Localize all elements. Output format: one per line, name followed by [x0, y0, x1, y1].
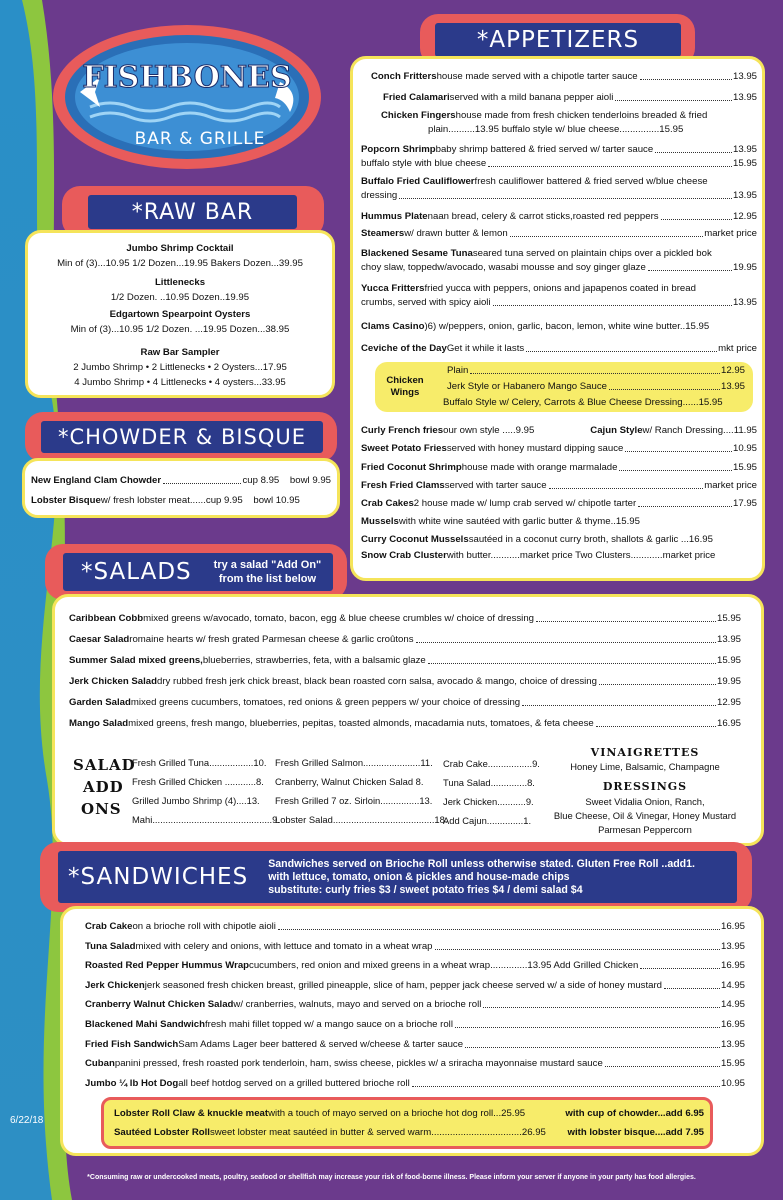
raw-shrimp-prices: Min of (3)...10.95 1/2 Dozen...19.95 Bakers Dozen...39.95 [57, 258, 303, 269]
addon-title-1: SALAD [73, 756, 136, 774]
sweet-potato-price: 10.95 [732, 443, 757, 454]
crab-cakes-name: Crab Cakes [361, 498, 414, 509]
addon-cranberry-chicken: Cranberry, Walnut Chicken Salad 8. [275, 776, 424, 787]
snow-crab-name: Snow Crab Cluster [361, 550, 447, 561]
salad-desc: mixed greens w/avocado, tomato, bacon, egg & blue cheese crumbles w/ choice of dressing [143, 613, 534, 624]
tuna-desc: seared tuna served on plaintain chips over a pickled bok [472, 248, 712, 259]
sandwich-row [85, 1058, 745, 1070]
sandwich-name: Jumbo ¼ lb Hot Dog [85, 1077, 179, 1089]
addon-tuna-salad: Tuna Salad..............8. [443, 777, 535, 788]
sweet-potato-name: Sweet Potato Fries [361, 443, 447, 454]
coconut-shrimp-desc: house made with orange marmalade [461, 462, 618, 473]
menu-date: 6/22/18 [10, 1115, 44, 1126]
lobster-roll-name: Lobster Roll Claw & knuckle meat [114, 1108, 269, 1119]
salad-row [69, 655, 741, 667]
curry-mussels-name: Curry Coconut Mussels [361, 534, 469, 545]
salad-price: 13.95 [716, 634, 741, 645]
vinaigrettes-title: VINAIGRETTES [590, 746, 700, 759]
sandwich-desc: fresh mahi fillet topped w/ a mango sauce on a brioche roll [204, 1019, 453, 1030]
wings-box [375, 362, 753, 412]
sandwich-desc: jerk seasoned fresh chicken breast, grilled pineapple, slice of ham, pepper jack cheese served w/ a side of honey mustard [144, 979, 663, 991]
mussels-desc: with white wine sautéed with garlic butter & thyme..15.95 [398, 516, 640, 527]
mussels-name: Mussels [361, 516, 399, 527]
tuna-price: 19.95 [732, 262, 757, 273]
salad-name: Garden Salad [69, 697, 131, 708]
wings-jerk: Jerk Style or Habanero Mango Sauce [447, 381, 607, 392]
crab-cakes-desc: 2 house made w/ lump crab served w/ chipotle tarter [413, 498, 637, 509]
raw-bar-title: *RAW BAR [85, 192, 300, 232]
sandwich-price: 15.95 [720, 1058, 745, 1070]
sandwich-desc: panini pressed, fresh roasted pork tenderloin, ham, swiss cheese, pickles w/ a sriracha mayonnaise mustard sauce [114, 1058, 603, 1070]
salad-price: 16.95 [716, 718, 741, 729]
conch-fritters-price: 13.95 [732, 71, 757, 82]
chowder-lob-bowl: bowl 10.95 [253, 495, 300, 506]
sandwich-desc: Sam Adams Lager beer battered & served w/cheese & tarter sauce [178, 1038, 464, 1050]
salad-price: 15.95 [716, 655, 741, 666]
cajun-name: Cajun Style [590, 425, 643, 436]
sandwich-name: Roasted Red Pepper Hummus Wrap [85, 960, 250, 972]
salad-name: Jerk Chicken Salad [69, 676, 157, 687]
appetizers-title: *APPETIZERS [432, 20, 684, 60]
tuna-desc-2: choy slaw, toppedw/avocado, wasabi mousse and soy ginger glaze [361, 262, 646, 273]
sandwich-desc: all beef hotdog served on a grilled buttered brioche roll [178, 1077, 410, 1089]
sandwiches-note-2: with lettuce, tomato, onion & pickles and house-made chips [268, 870, 570, 883]
raw-sampler-1: 2 Jumbo Shrimp • 2 Littlenecks • 2 Oysters...17.95 [73, 362, 287, 373]
sandwiches-note [268, 858, 695, 897]
hummus-name: Hummus Plate [361, 211, 428, 222]
raw-sampler-title: Raw Bar Sampler [140, 347, 220, 358]
salad-desc: mixed greens cucumbers, tomatoes, red onions & green peppers w/ your choice of dressing [130, 697, 521, 708]
fried-clams-price: market price [704, 480, 757, 491]
addon-title-3: ONS [81, 800, 122, 818]
salad-price: 15.95 [716, 613, 741, 624]
cauliflower-desc-2: dressing [361, 190, 398, 201]
salad-name: Mango Salad [69, 718, 129, 729]
addon-shrimp: Grilled Jumbo Shrimp (4)....13. [132, 795, 260, 806]
sandwich-price: 16.95 [720, 960, 745, 972]
addon-tuna: Fresh Grilled Tuna.................10. [132, 757, 267, 768]
salad-price: 19.95 [716, 676, 741, 687]
chowder-nec-cup: cup 8.95 [242, 475, 280, 486]
vinaigrettes-list: Honey Lime, Balsamic, Champagne [570, 761, 720, 772]
raw-bar-panel [25, 230, 335, 398]
salad-desc: dry rubbed fresh jerk chick breast, black bean roasted corn salsa, avocado & mango, choice of dressing [157, 676, 597, 687]
wings-plain: Plain [447, 365, 469, 376]
sandwiches-title: *SANDWICHES [68, 864, 249, 890]
sweet-potato-desc: served with honey mustard dipping sauce [446, 443, 624, 454]
chowder-lob-desc: w/ fresh lobster meat...... [100, 495, 206, 506]
sandwich-name: Cuban [85, 1058, 115, 1070]
lobster-roll-chowder: with cup of chowder...add 6.95 [565, 1108, 704, 1119]
chowder-lob-cup: cup 9.95 [205, 495, 243, 506]
raw-sampler-2: 4 Jumbo Shrimp • 4 Littlenecks • 4 oysters...33.95 [74, 377, 286, 388]
popcorn-desc: baby shrimp battered & fried served w/ tarter sauce [435, 144, 654, 155]
salad-name: Caesar Salad [69, 634, 130, 645]
raw-oysters-title: Edgartown Spearpoint Oysters [109, 309, 251, 320]
steamers-name: Steamers [361, 228, 405, 239]
fingers-prices: plain..........13.95 buffalo style w/ blue cheese...............15.95 [428, 124, 684, 135]
addon-chicken: Fresh Grilled Chicken ............8. [132, 776, 264, 787]
sandwich-name: Crab Cake [85, 921, 133, 932]
coconut-shrimp-price: 15.95 [732, 462, 757, 473]
hummus-desc: naan bread, celery & carrot sticks,roasted red peppers [427, 211, 659, 222]
sandwich-name: Jerk Chicken [85, 979, 145, 991]
sandwich-name: Blackened Mahi Sandwich [85, 1019, 205, 1030]
salad-row [69, 613, 741, 625]
sandwich-price: 16.95 [720, 921, 745, 932]
sandwich-price: 16.95 [720, 1019, 745, 1030]
coconut-shrimp-name: Fried Coconut Shrimp [361, 462, 462, 473]
sandwich-row [85, 960, 745, 972]
fried-clams-desc: served with tarter sauce [444, 480, 547, 491]
curry-mussels-desc: sautéed in a coconut curry broth, shallots & garlic ...16.95 [468, 534, 713, 545]
salads-note [214, 558, 322, 586]
conch-fritters-desc: house made served with a chipotle tarter sauce [436, 71, 638, 82]
conch-fritters-name: Conch Fritters [371, 71, 437, 82]
logo-text: FISHBONES [82, 60, 292, 95]
lobster-roll-box [101, 1097, 713, 1149]
sandwich-row [85, 999, 745, 1011]
chowder-nec-bowl: bowl 9.95 [289, 475, 331, 486]
salads-title: *SALADS [81, 559, 192, 585]
dressings-2: Blue Cheese, Oil & Vinegar, Honey Mustard [553, 810, 737, 821]
sandwich-desc: mixed with celery and onions, with lettuce and tomato in a wheat wrap [135, 940, 433, 952]
ceviche-desc: Get it while it lasts [446, 343, 525, 354]
wings-plain-price: 12.95 [720, 365, 745, 376]
sandwich-row [85, 980, 745, 992]
salads-note-2: from the list below [218, 573, 317, 585]
lobster-roll-desc: with a touch of mayo served on a brioche hot dog roll...25.95 [268, 1108, 526, 1119]
salad-price: 12.95 [716, 697, 741, 708]
steamers-price: market price [704, 228, 757, 239]
appetizers-panel [350, 56, 765, 581]
wings-buffalo: Buffalo Style w/ Celery, Carrots & Blue Cheese Dressing......15.95 [443, 397, 723, 408]
addon-jerk-chicken: Jerk Chicken...........9. [443, 796, 534, 807]
addon-title-2: ADD [83, 778, 124, 796]
salad-name: Summer Salad mixed greens, [69, 655, 203, 666]
chowder-title: *CHOWDER & BISQUE [38, 418, 326, 456]
fingers-name: Chicken Fingers [381, 110, 456, 121]
addon-lobster-salad: Lobster Salad.......................................18. [275, 814, 448, 825]
curly-fries-name: Curly French fries [361, 425, 444, 436]
steamers-desc: w/ drawn butter & lemon [404, 228, 508, 239]
logo-subtext: BAR & GRILLE [134, 129, 266, 149]
sandwich-row [85, 921, 745, 933]
sandwich-name: Fried Fish Sandwich [85, 1038, 179, 1050]
casino-name: Clams Casino [361, 321, 425, 332]
sandwich-price: 14.95 [720, 979, 745, 991]
sandwiches-note-3: substitute: curly fries $3 / sweet potato fries $4 / demi salad $4 [268, 883, 583, 896]
sandwich-name: Tuna Salad [85, 940, 136, 952]
sandwich-desc: on a brioche roll with chipotle aioli [132, 921, 276, 932]
sandwiches-panel [60, 906, 764, 1156]
sandwich-price: 13.95 [720, 940, 745, 952]
salads-note-1: try a salad "Add On" [213, 559, 322, 571]
dressings-3: Parmesan Peppercorn [598, 824, 692, 835]
yucca-price: 13.95 [732, 297, 757, 308]
popcorn-buffalo-price: 15.95 [732, 158, 757, 169]
chowder-nec-name: New England Clam Chowder [31, 475, 162, 486]
sandwich-price: 13.95 [720, 1038, 745, 1050]
sandwich-row [85, 941, 745, 953]
popcorn-price: 13.95 [732, 144, 757, 155]
crab-cakes-price: 17.95 [732, 498, 757, 509]
sandwiches-note-1: Sandwiches served on Brioche Roll unless otherwise stated. Gluten Free Roll ..add1. [268, 857, 695, 870]
dressings-1: Sweet Vidalia Onion, Ranch, [585, 796, 705, 807]
tuna-name: Blackened Sesame Tuna [361, 248, 473, 259]
raw-littlenecks-prices: 1/2 Dozen. ..10.95 Dozen..19.95 [110, 292, 250, 303]
cajun-desc: w/ Ranch Dressing....11.95 [642, 425, 757, 436]
snow-crab-desc: with butter...........market price Two Clusters............market price [446, 550, 716, 561]
salad-desc: romaine hearts w/ fresh grated Parmesan cheese & garlic croûtons [129, 634, 414, 645]
chowder-panel [22, 458, 340, 518]
raw-shrimp-title: Jumbo Shrimp Cocktail [126, 243, 234, 254]
calamari-desc: served with a mild banana pepper aioli [449, 92, 614, 103]
sandwich-row [85, 1019, 745, 1031]
fried-clams-name: Fresh Fried Clams [361, 480, 445, 491]
sandwich-row [85, 1078, 745, 1090]
addon-mahi: Mahi..............................................9. [132, 814, 280, 825]
sandwich-name: Cranberry Walnut Chicken Salad [85, 999, 234, 1011]
sauteed-lobster-bisque: with lobster bisque....add 7.95 [567, 1127, 704, 1138]
salad-desc: blueberries, strawberries, feta, with a balsamic glaze [202, 655, 426, 666]
ceviche-name: Ceviche of the Day [361, 343, 447, 354]
addon-sirloin: Fresh Grilled 7 oz. Sirloin...............13. [275, 795, 433, 806]
raw-littlenecks-title: Littlenecks [154, 277, 206, 288]
sandwich-desc: w/ cranberries, walnuts, mayo and served on a brioche roll [233, 999, 482, 1011]
sandwich-desc: cucumbers, red onion and mixed greens in a wheat wrap..............13.95 Add Grilled Chicken [249, 960, 639, 972]
sauteed-lobster-desc: sweet lobster meat sautéed in butter & served warm..................................26.95 [209, 1127, 546, 1138]
cauliflower-desc: fresh cauliflower battered & fried served w/blue cheese [474, 176, 708, 187]
salad-row [69, 676, 741, 688]
salad-desc: mixed greens, fresh mango, blueberries, pepitas, toasted almonds, macadamia nuts, tomatoes, & feta cheese [128, 718, 594, 729]
hummus-price: 12.95 [732, 211, 757, 222]
chowder-lob-name: Lobster Bisque [31, 495, 101, 506]
salad-name: Caribbean Cobb [69, 613, 144, 624]
salad-row [69, 634, 741, 646]
sandwiches-banner [55, 848, 740, 906]
raw-oysters-prices: Min of (3)...10.95 1/2 Dozen. ...19.95 Dozen...38.95 [70, 324, 290, 335]
sandwich-row [85, 1039, 745, 1051]
yucca-desc-2: crumbs, served with spicy aioli [361, 297, 491, 308]
curly-fries-desc: our own style .....9.95 [443, 425, 535, 436]
salads-panel [52, 594, 764, 846]
addon-crab-cake: Crab Cake.................9. [443, 758, 540, 769]
yucca-name: Yucca Fritters [361, 283, 425, 294]
cauliflower-name: Buffalo Fried Cauliflower [361, 176, 475, 187]
yucca-desc: fried yucca with peppers, onions and japapenos coated in bread [424, 283, 696, 294]
addon-salmon: Fresh Grilled Salmon......................11. [275, 757, 433, 768]
cauliflower-price: 13.95 [732, 190, 757, 201]
casino-desc: )6) w/peppers, onion, garlic, bacon, lemon, white wine butter..15.95 [424, 321, 710, 332]
dressings-title: DRESSINGS [602, 780, 688, 793]
ceviche-price: mkt price [718, 343, 757, 354]
salads-banner [60, 550, 336, 594]
sandwich-price: 14.95 [720, 999, 745, 1011]
sandwich-price: 10.95 [720, 1077, 745, 1089]
calamari-price: 13.95 [732, 92, 757, 103]
wings-label: Chicken Wings [386, 375, 424, 398]
wings-jerk-price: 13.95 [720, 381, 745, 392]
calamari-name: Fried Calamari [383, 92, 450, 103]
allergy-footer: *Consuming raw or undercooked meats, poultry, seafood or shellfish may increase your risk of food-borne illness. Please inform your server if anyone in your party has food allergies. [87, 1174, 696, 1181]
salad-row [69, 718, 741, 730]
sauteed-lobster-name: Sautéed Lobster Roll [114, 1127, 210, 1138]
fingers-desc: house made from fresh chicken tenderloins breaded & fried [455, 110, 708, 121]
addon-cajun: Add Cajun..............1. [443, 815, 532, 826]
popcorn-buffalo: buffalo style with blue cheese [361, 158, 487, 169]
fishbones-logo [50, 22, 325, 172]
salad-row [69, 697, 741, 709]
popcorn-name: Popcorn Shrimp [361, 144, 436, 155]
